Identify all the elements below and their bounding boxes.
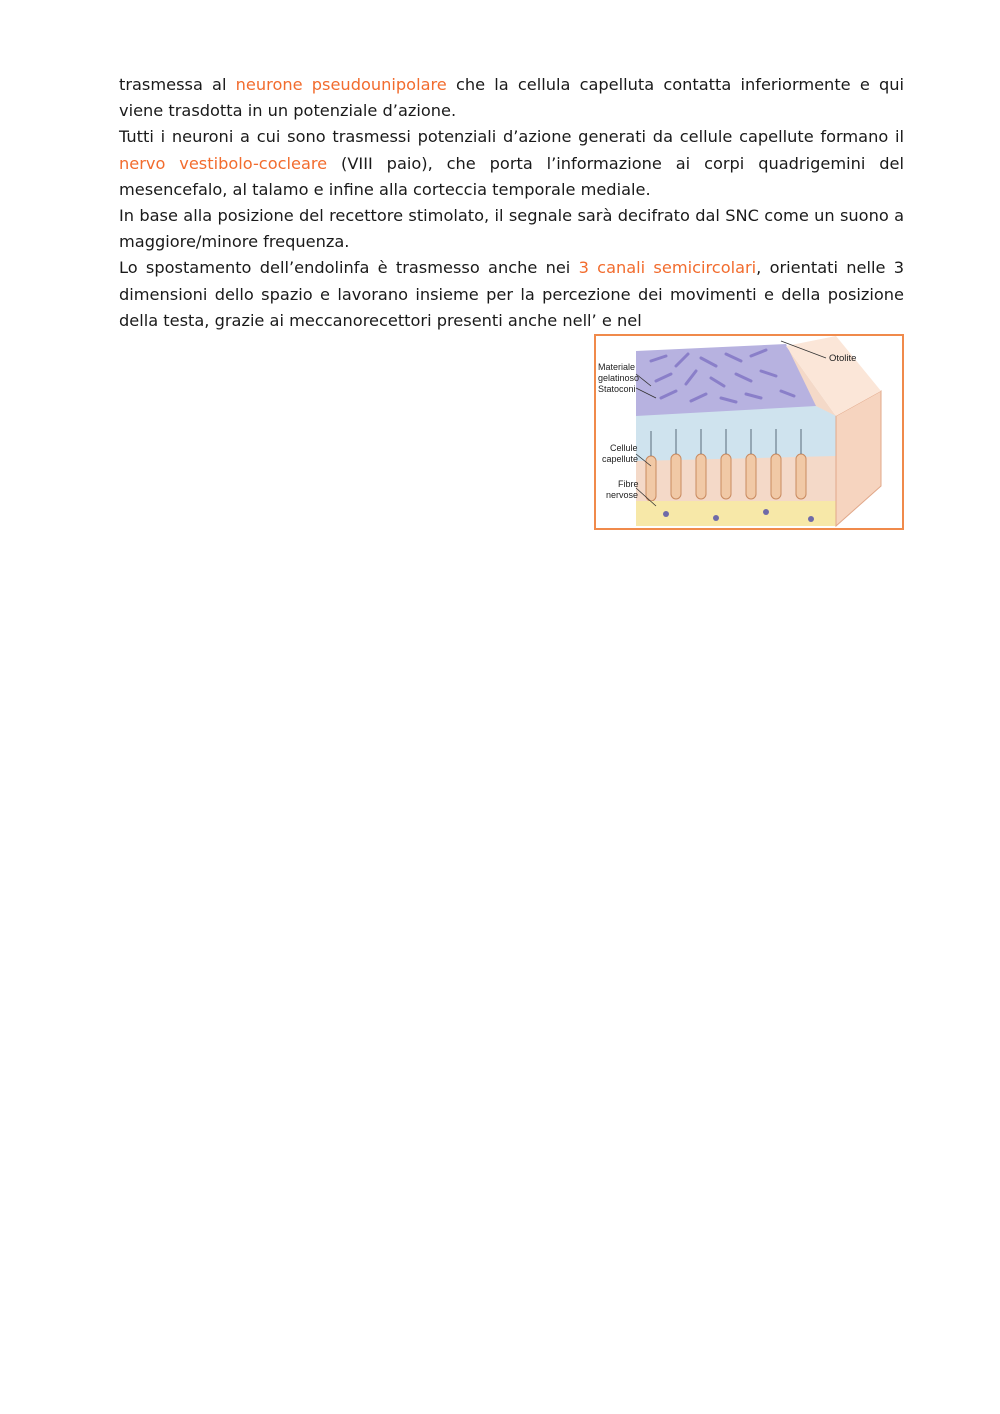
term-neurone-pseudounipolare: neurone pseudounipolare <box>235 75 447 94</box>
label-fibre: Fibre <box>618 479 639 490</box>
paragraph-2: Tutti i neuroni a cui sono trasmessi potenziali d’azione generati da cellule capellute formano il nervo vestibolo-cocleare (VIII paio), che porta l’informazione ai corpi quadrigemini del mesencefalo, al talamo e infine alla corteccia temporale mediale. <box>119 127 904 199</box>
label-materiale: Materiale <box>598 362 636 373</box>
paragraph-3: In base alla posizione del recettore stimolato, il segnale sarà decifrato dal SNC come un suono a maggiore/minore frequenza. <box>119 206 904 252</box>
paragraph-4: Lo spostamento dell’endolinfa è trasmesso anche nei 3 canali semicircolari, orientati nelle 3 dimensioni dello spazio e lavorano insieme per la percezione dei movimenti e della posizione della testa, grazie ai meccanorecettori presenti anche nell’ Otolite Materiale gelatinoso Statoconi Cellule capellute Fibre nervose e nel <box>119 255 904 334</box>
label-otolite: Otolite <box>829 353 857 365</box>
document-body <box>119 72 904 530</box>
label-nervose: nervose <box>606 490 639 501</box>
label-statoconi: Statoconi <box>598 384 636 395</box>
label-capellute: capellute <box>602 454 639 465</box>
label-gelatinoso: gelatinoso <box>598 373 640 384</box>
otolith-figure <box>594 334 904 530</box>
label-cellule: Cellule <box>610 443 638 454</box>
otolith-illustration <box>596 336 902 528</box>
term-canali-semicircolari: 3 canali semicircolari <box>578 258 757 278</box>
paragraph-1: trasmessa al neurone pseudounipolare che la cellula capelluta contatta inferiormente e qui viene trasdotta in un potenziale d’azione. <box>119 75 904 121</box>
term-nervo-vestibolo-cocleare: nervo vestibolo-cocleare <box>119 153 328 173</box>
